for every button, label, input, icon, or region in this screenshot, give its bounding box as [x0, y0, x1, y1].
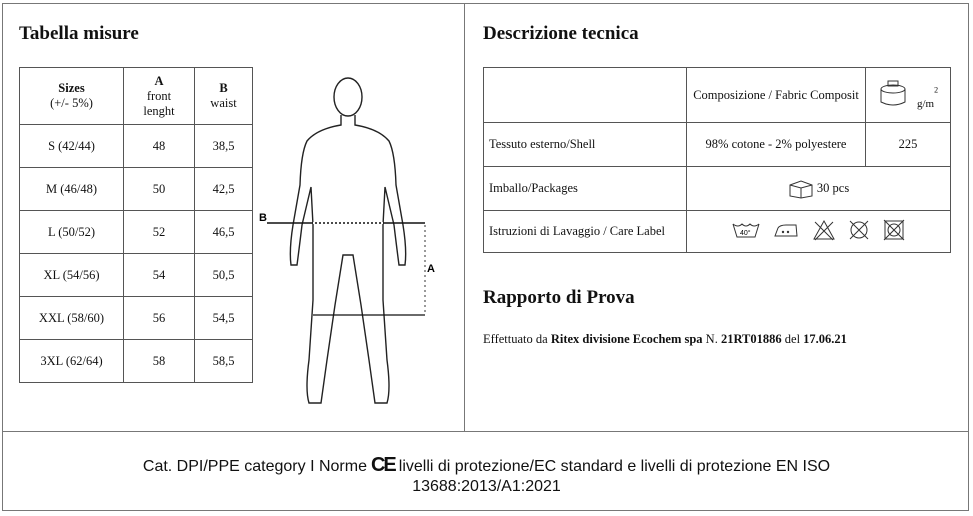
b-cell: 50,5: [195, 254, 253, 297]
a-label-1: front: [146, 88, 172, 103]
table-row: [484, 211, 951, 253]
a-cell: 54: [124, 254, 195, 297]
weight-unit: g/m: [917, 98, 935, 110]
size-table-header: [20, 68, 253, 125]
footer-text-2: livelli di protezione/EC standard e livelli di protezione EN ISO: [398, 458, 831, 475]
body-silhouette-figure: [255, 75, 445, 410]
table-row: [20, 340, 253, 383]
report-prefix: Effettuato da: [483, 332, 551, 346]
packages-value: 30 pcs: [816, 180, 850, 195]
size-cell: XL (54/56): [20, 254, 124, 297]
no-tumble-dry-icon: [882, 219, 906, 245]
no-bleach-icon: [812, 219, 836, 245]
b-cell: 58,5: [195, 340, 253, 383]
weight-icon: [878, 80, 914, 110]
vertical-divider: [464, 3, 465, 431]
no-dry-clean-icon: [847, 219, 871, 245]
a-cell: 52: [124, 211, 195, 254]
shell-weight: 225: [866, 123, 951, 167]
composition-header: Composizione / Fabric Composit: [687, 68, 866, 123]
a-label-2: lenght: [143, 103, 175, 118]
shell-label: Tessuto esterno/Shell: [484, 123, 687, 167]
sizes-header-label: Sizes: [58, 81, 85, 95]
a-cell: 50: [124, 168, 195, 211]
table-row: [484, 68, 951, 123]
empty-cell: [484, 68, 687, 123]
b-header: [195, 68, 253, 125]
size-table-title: Tabella misure: [19, 23, 139, 44]
a-header: [124, 68, 195, 125]
shell-composition: 98% cotone - 2% polyestere: [687, 123, 866, 167]
weight-header: [866, 68, 951, 123]
ce-mark-icon: CE: [370, 454, 395, 476]
b-label: waist: [210, 96, 237, 110]
packages-label: Imballo/Packages: [484, 167, 687, 211]
b-cell: 38,5: [195, 125, 253, 168]
description-title: Descrizione tecnica: [483, 23, 639, 44]
report-date-prefix: del: [781, 332, 804, 346]
report-number: 21RT01886: [720, 332, 782, 346]
footer-norms: [0, 455, 973, 497]
package-box-icon: [788, 179, 814, 199]
body-outline: [290, 78, 405, 403]
report-date: 17.06.21: [803, 332, 847, 346]
size-cell: L (50/52): [20, 211, 124, 254]
size-cell: 3XL (62/64): [20, 340, 124, 383]
sizes-tolerance: (+/- 5%): [50, 96, 93, 110]
a-cell: 56: [124, 297, 195, 340]
care-label: Istruzioni di Lavaggio / Care Label: [484, 211, 687, 253]
table-row: [20, 125, 253, 168]
packages-value-cell: [687, 167, 951, 211]
b-letter: B: [219, 81, 228, 95]
footer-standard: 13688:2013/A1:2021: [412, 478, 561, 495]
wash-40-icon: [731, 220, 761, 244]
table-row: [484, 123, 951, 167]
wash-temp-label: 40°: [740, 229, 751, 237]
footer-text-1: Cat. DPI/PPE category I Norme: [142, 458, 367, 475]
report-lab: Ritex divisione Ecochem spa: [550, 332, 703, 346]
report-number-prefix: N.: [702, 332, 721, 346]
table-row: [484, 167, 951, 211]
weight-exponent: 2: [934, 85, 939, 95]
table-row: [20, 254, 253, 297]
horizontal-divider: [2, 431, 969, 432]
size-cell: XXL (58/60): [20, 297, 124, 340]
technical-description-table: [483, 67, 951, 253]
b-cell: 54,5: [195, 297, 253, 340]
label-a: A: [427, 263, 435, 275]
a-letter: A: [154, 73, 164, 88]
a-cell: 58: [124, 340, 195, 383]
b-cell: 42,5: [195, 168, 253, 211]
table-row: [20, 297, 253, 340]
size-cell: S (42/44): [20, 125, 124, 168]
a-cell: 48: [124, 125, 195, 168]
size-table: [19, 67, 253, 383]
size-cell: M (46/48): [20, 168, 124, 211]
sizes-header: [20, 68, 124, 125]
report-title: Rapporto di Prova: [483, 287, 635, 308]
label-b: B: [259, 212, 267, 224]
table-row: [20, 168, 253, 211]
b-cell: 46,5: [195, 211, 253, 254]
table-row: [20, 211, 253, 254]
care-icons-cell: [687, 211, 951, 253]
report-text: [483, 332, 847, 347]
iron-icon: [772, 220, 800, 244]
